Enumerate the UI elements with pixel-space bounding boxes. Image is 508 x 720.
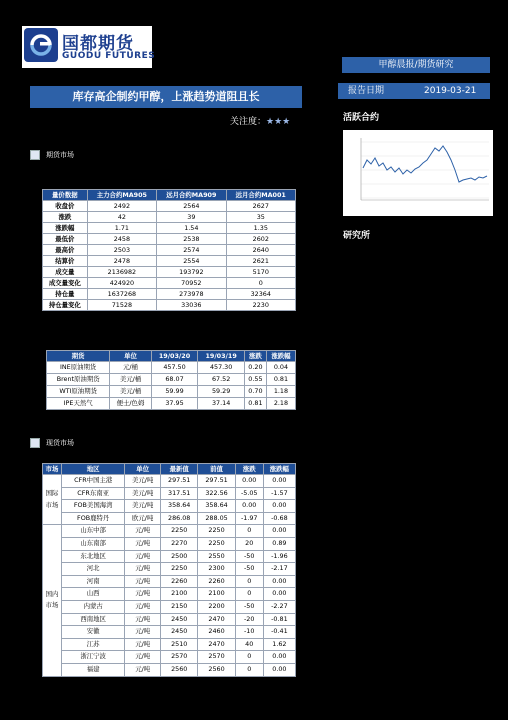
- table-row: [43, 651, 296, 664]
- table-row: [43, 626, 296, 639]
- table-cell: 元/吨: [125, 563, 161, 576]
- table-cell: Brent原油期货: [47, 374, 110, 386]
- column-header: 最新值: [161, 464, 198, 475]
- row-header-cell: 最低价: [43, 234, 88, 245]
- table-cell: 0.00: [235, 500, 263, 513]
- report-date-bar: [338, 83, 490, 99]
- row-header-cell: 成交量: [43, 267, 88, 278]
- table-cell: 457.30: [198, 362, 245, 374]
- spot-market-table: [42, 463, 296, 677]
- table-cell: WTI原油期货: [47, 386, 110, 398]
- table-cell: 2150: [161, 600, 198, 613]
- table-cell: 元/吨: [125, 588, 161, 601]
- table-cell: 71528: [87, 300, 156, 311]
- column-header: 单位: [110, 351, 151, 362]
- table-cell: 2570: [161, 651, 198, 664]
- table-cell: 元/吨: [125, 663, 161, 676]
- table-cell: 东北地区: [62, 550, 125, 563]
- column-header: 主力合约MA905: [87, 190, 156, 201]
- table-cell: 59.29: [198, 386, 245, 398]
- column-header: 前值: [198, 464, 235, 475]
- table-cell: 2564: [157, 201, 226, 212]
- table-cell: 5170: [226, 267, 295, 278]
- table-cell: 0: [235, 651, 263, 664]
- table-row: [47, 398, 296, 410]
- table-cell: 河北: [62, 563, 125, 576]
- table-cell: 美元/桶: [110, 386, 151, 398]
- table-row: [43, 563, 296, 576]
- table-cell: 2470: [198, 613, 235, 626]
- table-row: [43, 267, 296, 278]
- table-cell: 1.71: [87, 223, 156, 234]
- table-cell: 2640: [226, 245, 295, 256]
- table-cell: -0.68: [263, 512, 295, 525]
- table-cell: -1.96: [263, 550, 295, 563]
- table-cell: 42: [87, 212, 156, 223]
- logo-text-cn: 国都期货: [62, 34, 134, 54]
- table-cell: 2500: [161, 550, 198, 563]
- column-header: 19/03/19: [198, 351, 245, 362]
- table-row: [43, 512, 296, 525]
- table-row: [43, 256, 296, 267]
- institute-label: 研究所: [343, 231, 371, 241]
- table-cell: 福建: [62, 663, 125, 676]
- row-header-cell: 收盘价: [43, 201, 88, 212]
- column-header: 远月合约MA909: [157, 190, 226, 201]
- table-cell: 1.54: [157, 223, 226, 234]
- table-cell: IPE天然气: [47, 398, 110, 410]
- table-cell: 2538: [157, 234, 226, 245]
- table-row: [43, 613, 296, 626]
- table-cell: 1637268: [87, 289, 156, 300]
- logo-mark-icon: [24, 28, 58, 62]
- table-cell: 0.20: [244, 362, 266, 374]
- table-cell: 0: [235, 588, 263, 601]
- table-cell: 0.00: [263, 651, 295, 664]
- table-row: [43, 575, 296, 588]
- table-cell: 2560: [198, 663, 235, 676]
- table-row: [47, 386, 296, 398]
- table-cell: 1.35: [226, 223, 295, 234]
- table-cell: 0: [226, 278, 295, 289]
- report-title: 库存高企制约甲醇，上涨趋势道阻且长: [30, 86, 302, 108]
- table-cell: 0: [235, 663, 263, 676]
- table-cell: -5.05: [235, 487, 263, 500]
- table-cell: -1.57: [263, 487, 295, 500]
- table-cell: 1.62: [263, 638, 295, 651]
- table-cell: 0.00: [263, 475, 295, 488]
- table-cell: 32364: [226, 289, 295, 300]
- table-row: [43, 600, 296, 613]
- table-cell: 297.51: [161, 475, 198, 488]
- logo-text-en: GUODU FUTURES: [62, 51, 156, 61]
- table-cell: 2250: [161, 525, 198, 538]
- table-cell: 元/吨: [125, 550, 161, 563]
- table-cell: 欧元/吨: [125, 512, 161, 525]
- table-row: [43, 201, 296, 212]
- column-header: 期货: [47, 351, 110, 362]
- column-header: 涨跌幅: [266, 351, 295, 362]
- table-cell: 457.50: [151, 362, 198, 374]
- section-bullet-icon: [30, 150, 40, 160]
- table-cell: 元/桶: [110, 362, 151, 374]
- table-cell: 2570: [198, 651, 235, 664]
- table-cell: 2250: [198, 537, 235, 550]
- column-header: 涨跌: [235, 464, 263, 475]
- active-contract-label: 活跃合约: [343, 113, 380, 123]
- table-cell: 0.89: [263, 537, 295, 550]
- table-cell: 2450: [161, 626, 198, 639]
- column-header: 市场: [43, 464, 62, 475]
- table-cell: 2627: [226, 201, 295, 212]
- table-cell: 便士/色姆: [110, 398, 151, 410]
- table-header-row: [43, 464, 296, 475]
- table-cell: 37.14: [198, 398, 245, 410]
- table-cell: -50: [235, 563, 263, 576]
- table-cell: 70952: [157, 278, 226, 289]
- table-cell: 2450: [161, 613, 198, 626]
- table-cell: -2.27: [263, 600, 295, 613]
- report-type-label: 甲醇晨报/期货研究: [342, 57, 490, 73]
- table-cell: 0.00: [263, 663, 295, 676]
- table-cell: 美元/吨: [125, 487, 161, 500]
- table-cell: 317.51: [161, 487, 198, 500]
- table-header-row: [43, 190, 296, 201]
- table-cell: -2.17: [263, 563, 295, 576]
- table-row: [43, 245, 296, 256]
- futures-table: [42, 189, 296, 311]
- table-cell: 1.18: [266, 386, 295, 398]
- page-footer: [30, 708, 478, 720]
- section-futures-heading: [30, 150, 74, 160]
- table-row: [43, 223, 296, 234]
- table-cell: 西南地区: [62, 613, 125, 626]
- row-header-cell: 成交量变化: [43, 278, 88, 289]
- table-row: [47, 374, 296, 386]
- table-cell: 2.18: [266, 398, 295, 410]
- table-cell: 0.00: [263, 575, 295, 588]
- table-row: [43, 475, 296, 488]
- table-cell: 358.64: [161, 500, 198, 513]
- table-cell: 424920: [87, 278, 156, 289]
- report-date-label: 报告日期: [348, 86, 385, 96]
- table-cell: 2260: [161, 575, 198, 588]
- table-cell: 山东中部: [62, 525, 125, 538]
- table-cell: 2574: [157, 245, 226, 256]
- attention-stars: ★★★: [266, 117, 291, 127]
- table-cell: 山西: [62, 588, 125, 601]
- table-cell: 元/吨: [125, 575, 161, 588]
- table-cell: CFR东南亚: [62, 487, 125, 500]
- section-futures-label: 期货市场: [46, 151, 74, 159]
- table-cell: 193792: [157, 267, 226, 278]
- column-header: 19/03/20: [151, 351, 198, 362]
- table-cell: -1.97: [235, 512, 263, 525]
- section-bullet-icon: [30, 438, 40, 448]
- section-spot-label: 现货市场: [46, 439, 74, 447]
- row-header-cell: 最高价: [43, 245, 88, 256]
- table-cell: 297.51: [198, 475, 235, 488]
- table-row: [43, 500, 296, 513]
- table-row: [43, 212, 296, 223]
- table-cell: 2270: [161, 537, 198, 550]
- table-cell: 0.00: [263, 525, 295, 538]
- table-cell: 内蒙古: [62, 600, 125, 613]
- table-row: [43, 278, 296, 289]
- table-header-row: [47, 351, 296, 362]
- table-cell: CFR中国主港: [62, 475, 125, 488]
- table-cell: 2100: [198, 588, 235, 601]
- table-cell: 江苏: [62, 638, 125, 651]
- table-cell: 40: [235, 638, 263, 651]
- table-row: [43, 487, 296, 500]
- table-cell: 0.04: [266, 362, 295, 374]
- table-cell: 37.95: [151, 398, 198, 410]
- table-cell: 元/吨: [125, 600, 161, 613]
- table-cell: 2200: [198, 600, 235, 613]
- table-cell: -50: [235, 600, 263, 613]
- table-cell: 67.52: [198, 374, 245, 386]
- table-cell: 0: [235, 575, 263, 588]
- table-row: [43, 300, 296, 311]
- table-cell: 288.05: [198, 512, 235, 525]
- table-row: [43, 289, 296, 300]
- table-cell: 浙江宁波: [62, 651, 125, 664]
- table-cell: 2458: [87, 234, 156, 245]
- table-cell: -10: [235, 626, 263, 639]
- table-cell: 59.99: [151, 386, 198, 398]
- table-cell: FOB美国海湾: [62, 500, 125, 513]
- table-cell: 35: [226, 212, 295, 223]
- table-cell: 0.00: [235, 475, 263, 488]
- active-contract-chart: [343, 130, 493, 216]
- table-cell: 2250: [161, 563, 198, 576]
- table-cell: 元/吨: [125, 537, 161, 550]
- table-row: [47, 362, 296, 374]
- attention-rating: [230, 114, 290, 127]
- table-cell: 元/吨: [125, 638, 161, 651]
- row-header-cell: 涨跌: [43, 212, 88, 223]
- table-cell: 2260: [198, 575, 235, 588]
- table-cell: 0.81: [266, 374, 295, 386]
- table-cell: 0.55: [244, 374, 266, 386]
- table-row: [43, 663, 296, 676]
- table-cell: 美元/吨: [125, 475, 161, 488]
- table-cell: 2560: [161, 663, 198, 676]
- table-row: [43, 550, 296, 563]
- table-cell: 河南: [62, 575, 125, 588]
- table-cell: 美元/桶: [110, 374, 151, 386]
- table-cell: 358.64: [198, 500, 235, 513]
- table-row: [43, 638, 296, 651]
- table-cell: 0.00: [263, 588, 295, 601]
- table-cell: 2510: [161, 638, 198, 651]
- market-group-cell: 国际市场: [43, 475, 62, 525]
- table-cell: 2136982: [87, 267, 156, 278]
- table-cell: 2100: [161, 588, 198, 601]
- table-cell: 2300: [198, 563, 235, 576]
- column-header: 量价数据: [43, 190, 88, 201]
- table-cell: 2602: [226, 234, 295, 245]
- row-header-cell: 持仓量: [43, 289, 88, 300]
- table-row: [43, 525, 296, 538]
- row-header-cell: 结算价: [43, 256, 88, 267]
- table-cell: INE原油期货: [47, 362, 110, 374]
- table-cell: -0.41: [263, 626, 295, 639]
- attention-label: 关注度：: [230, 117, 267, 127]
- table-cell: 2460: [198, 626, 235, 639]
- table-cell: 美元/吨: [125, 500, 161, 513]
- column-header: 单位: [125, 464, 161, 475]
- table-cell: 39: [157, 212, 226, 223]
- section-spot-heading: [30, 438, 74, 448]
- row-header-cell: 涨跌幅: [43, 223, 88, 234]
- table-cell: 20: [235, 537, 263, 550]
- company-logo: [22, 26, 156, 68]
- table-cell: 0.81: [244, 398, 266, 410]
- table-cell: 0.00: [263, 500, 295, 513]
- row-header-cell: 持仓量变化: [43, 300, 88, 311]
- table-cell: 安徽: [62, 626, 125, 639]
- table-cell: 68.07: [151, 374, 198, 386]
- table-cell: 2478: [87, 256, 156, 267]
- table-cell: 273978: [157, 289, 226, 300]
- column-header: 远月合约MA001: [226, 190, 295, 201]
- table-cell: 元/吨: [125, 651, 161, 664]
- table-row: [43, 588, 296, 601]
- table-cell: 2250: [198, 525, 235, 538]
- table-cell: -20: [235, 613, 263, 626]
- price-line-chart: [343, 130, 493, 216]
- table-cell: FOB鹿特丹: [62, 512, 125, 525]
- table-cell: 元/吨: [125, 626, 161, 639]
- table-cell: 2503: [87, 245, 156, 256]
- table-cell: 元/吨: [125, 613, 161, 626]
- table-cell: 元/吨: [125, 525, 161, 538]
- table-cell: 286.08: [161, 512, 198, 525]
- table-cell: 山东南部: [62, 537, 125, 550]
- column-header: 涨跌: [244, 351, 266, 362]
- table-cell: 2230: [226, 300, 295, 311]
- table-cell: 0: [235, 525, 263, 538]
- table-row: [43, 234, 296, 245]
- table-cell: 2554: [157, 256, 226, 267]
- table-cell: -0.81: [263, 613, 295, 626]
- column-header: 涨跌幅: [263, 464, 295, 475]
- table-cell: -50: [235, 550, 263, 563]
- table-cell: 33036: [157, 300, 226, 311]
- table-cell: 2492: [87, 201, 156, 212]
- table-cell: 2550: [198, 550, 235, 563]
- column-header: 地区: [62, 464, 125, 475]
- table-row: [43, 537, 296, 550]
- energy-futures-table: [46, 350, 296, 410]
- market-group-cell: 国内市场: [43, 525, 62, 676]
- table-cell: 0.70: [244, 386, 266, 398]
- table-cell: 2621: [226, 256, 295, 267]
- report-date-value: 2019-03-21: [424, 86, 477, 96]
- table-cell: 2470: [198, 638, 235, 651]
- table-cell: 322.56: [198, 487, 235, 500]
